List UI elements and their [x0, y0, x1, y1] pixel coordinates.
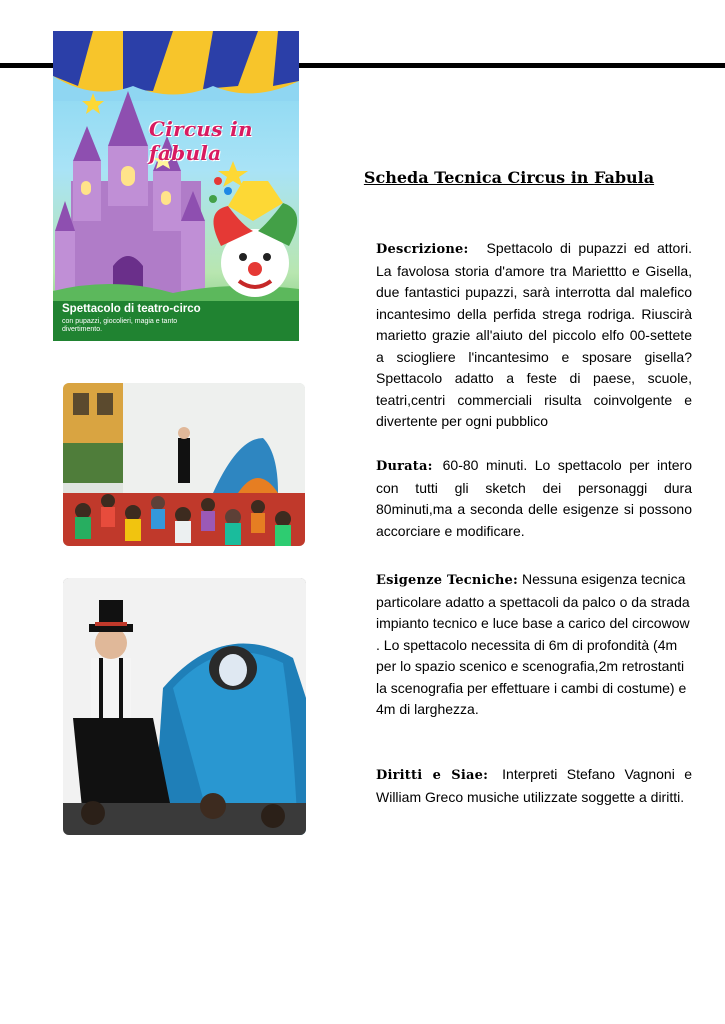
section-text: Interpreti Stefano Vagnoni e William Greco musiche utilizzate soggette a diritti. [376, 766, 693, 805]
poster-title: Circus in fabula [149, 117, 253, 165]
section-label: Durata: [376, 459, 433, 474]
poster-subtitle: Spettacolo di teatro-circo [62, 303, 201, 315]
header-rule-left [0, 63, 55, 68]
header-rule-right [298, 63, 725, 68]
section-esigenze-tecniche [376, 569, 692, 721]
courtyard-scene-illustration [63, 383, 305, 546]
section-label: Diritti e Siae: [376, 768, 489, 783]
section-diritti-siae [376, 764, 692, 808]
show-poster [53, 31, 299, 341]
section-durata [376, 455, 692, 542]
section-text: 60-80 minuti. Lo spettacolo per intero con tutti gli sketch dei personaggi dura 80minuti,ma a seconda delle esigenze si possono accorciare e modificare. [376, 457, 692, 539]
section-text: Nessuna esigenza tecnica particolare adatto a spettacoli da palco o da strada impianto tecnico e luce base a carico del circowow . Lo spettacolo necessita di 6m di profondità (4m per lo spazio scenico e scenografia,2m retrostanti la scenografia per effettuare i cambi di costume) e 4m di larghezza. [376, 571, 690, 717]
section-label: Esigenze Tecniche: [376, 573, 518, 588]
section-descrizione [376, 238, 692, 433]
performer-scene-illustration [63, 578, 306, 835]
page-heading: Scheda Tecnica Circus in Fabula [363, 168, 655, 187]
poster-tagline: con pupazzi, giocolieri, magia e tanto divertimento. [62, 318, 178, 333]
section-label: Descrizione: [376, 242, 469, 257]
performance-photo-performer [63, 578, 306, 835]
performance-photo-courtyard [63, 383, 305, 546]
section-text: Spettacolo di pupazzi ed attori. La favolosa storia d'amore tra Mariettto e Gisella, due fantastici pupazzi, sarà interrotta dal malefico incantesimo della perfida strega rodriga. Riuscirà marietto grazie all'aiuto del piccolo elfo 00-settete a sciogliere l'incantesimo e sposare gisella? Spettacolo adatto a feste di paese, scuole, teatri,centri commerciali risulta coinvolgente e divertente per ogni pubblico [376, 240, 692, 429]
castle-and-clown-illustration [53, 31, 299, 341]
